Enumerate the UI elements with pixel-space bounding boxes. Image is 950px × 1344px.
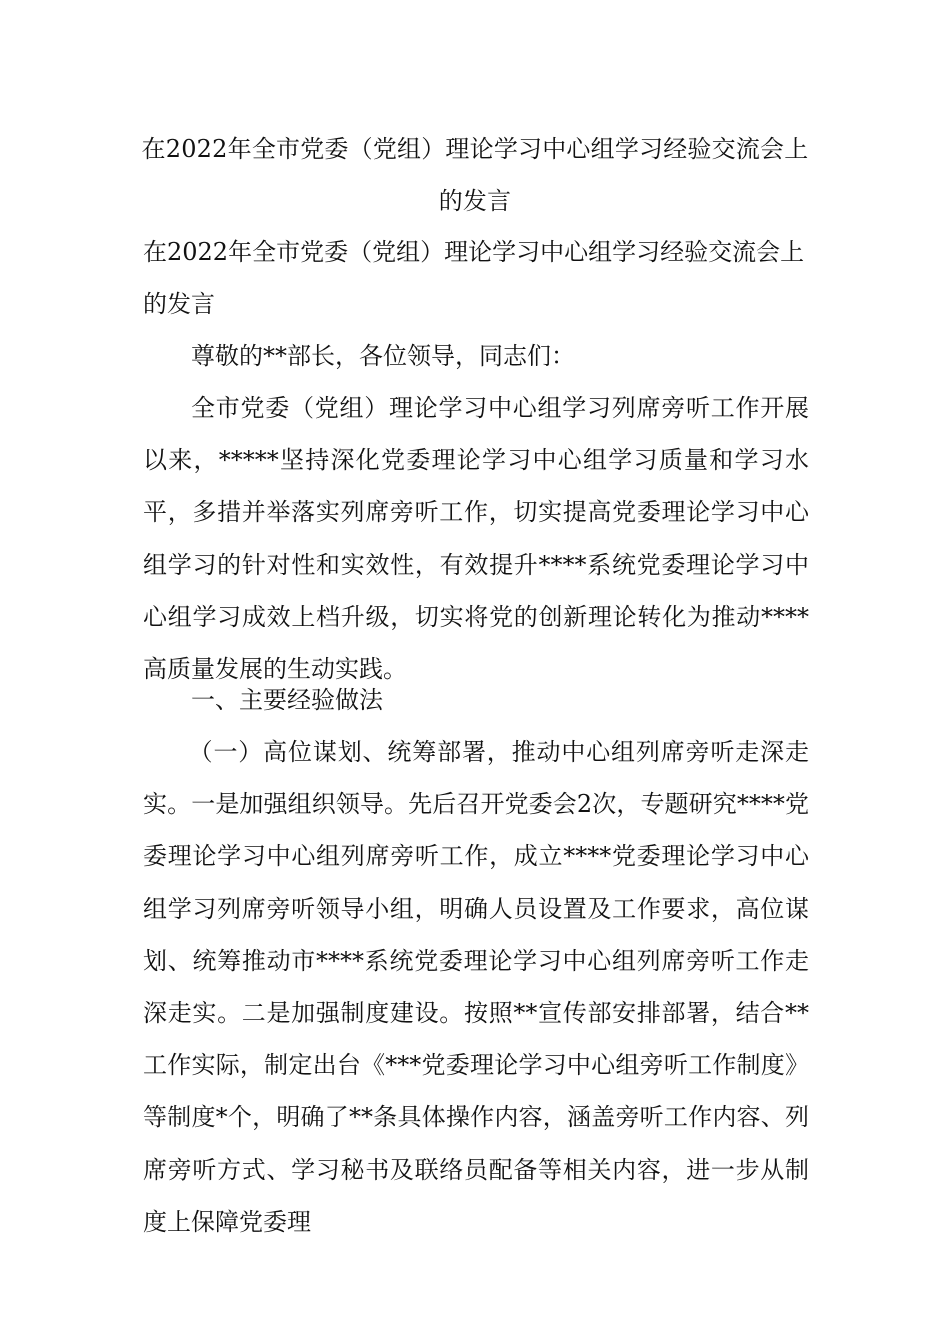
document-subtitle: 在2022年全市党委（党组）理论学习中心组学习经验交流会上的发言 (143, 238, 805, 319)
section-heading: 一、主要经验做法 (191, 686, 383, 714)
salutation: 尊敬的**部长，各位领导，同志们： (191, 342, 575, 370)
body-paragraph: 全市党委（党组）理论学习中心组学习列席旁听工作开展以来，*****坚持深化党委理论学习中心组学习质量和学习水平，多措并举落实列席旁听工作，切实提高党委理论学习中心组学习的针对性和实效性，有效提升****系统党委理论学习中心组学习成效上档升级，切实将党的创新理论转化为推动****高质量发展的生动实践。 (143, 394, 809, 684)
document-title: 在2022年全市党委（党组）理论学习中心组学习经验交流会上的发言 (141, 135, 809, 215)
section-paragraph: （一）高位谋划、统筹部署，推动中心组列席旁听走深走实。一是加强组织领导。先后召开党委会2次，专题研究****党委理论学习中心组列席旁听工作，成立****党委理论学习中心组学习列席旁听领导小组，明确人员设置及工作要求，高位谋划、统筹推动市****系统党委理论学习中心组列席旁听工作走深走实。二是加强制度建设。按照**宣传部安排部署，结合**工作实际，制定出台《***党委理论学习中心组旁听工作制度》等制度*个，明确了**条具体操作内容，涵盖旁听工作内容、列席旁听方式、学习秘书及联络员配备等相关内容，进一步从制度上保障党委理 (143, 738, 809, 1236)
